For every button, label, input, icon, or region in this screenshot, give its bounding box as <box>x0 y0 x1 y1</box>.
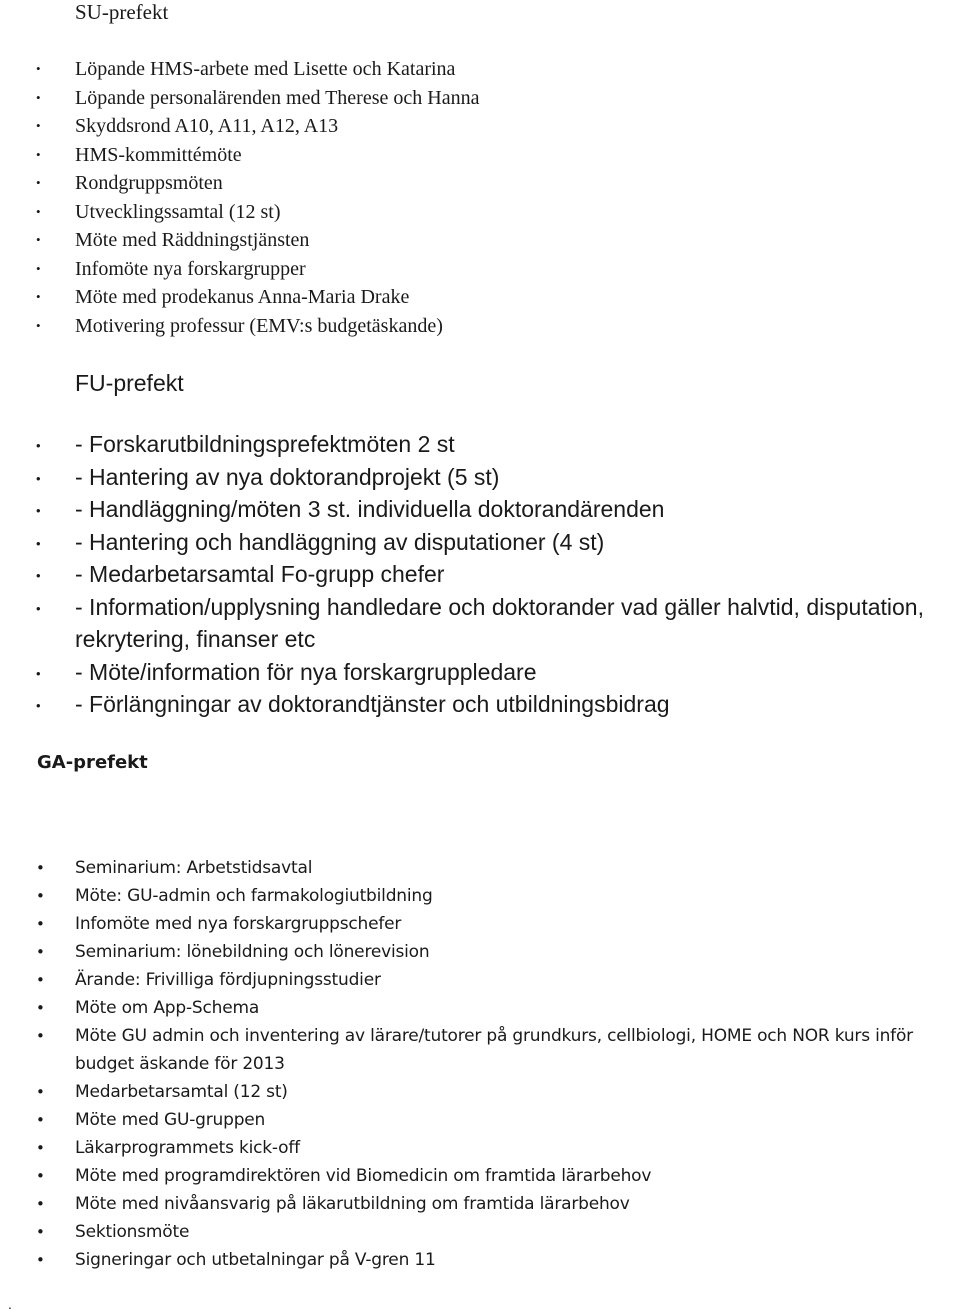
bullet-icon: • <box>36 317 41 333</box>
list-item: • HMS-kommittémöte <box>0 141 960 170</box>
list-item: • Rondgruppsmöten <box>0 169 960 198</box>
list-item: • - Forskarutbildningsprefektmöten 2 st <box>0 428 960 461</box>
list-item: • Läkarprogrammets kick-off <box>0 1134 960 1162</box>
bullet-icon: • <box>36 1111 45 1129</box>
list-item: • - Hantering och handläggning av disputationer (4 st) <box>0 526 960 559</box>
bullet-icon: • <box>36 943 45 961</box>
list-item: • Medarbetarsamtal (12 st) <box>0 1078 960 1106</box>
list-item: • - Möte/information för nya forskargruppledare <box>0 656 960 689</box>
list-item: • Infomöte med nya forskargruppschefer <box>0 910 960 938</box>
bullet-icon: • <box>36 1027 45 1045</box>
bullet-icon: • <box>36 1167 45 1185</box>
list-item: • - Medarbetarsamtal Fo-grupp chefer <box>0 558 960 591</box>
list-item: • Skyddsrond A10, A11, A12, A13 <box>0 112 960 141</box>
bullet-icon: • <box>36 503 41 518</box>
bullet-icon: • <box>36 568 41 583</box>
bullet-icon: • <box>36 232 41 247</box>
trailing-mark: . <box>8 1296 12 1312</box>
list-item: • Möte med GU-gruppen <box>0 1106 960 1134</box>
list-item: • Seminarium: Arbetstidsavtal <box>0 854 960 882</box>
bullet-icon: • <box>36 859 45 877</box>
bullet-icon: • <box>36 203 41 219</box>
bullet-icon: • <box>36 887 45 905</box>
bullet-icon: • <box>36 89 41 105</box>
list-item: • - Information/upplysning handledare och doktorander vad gäller halvtid, disputation, rekrytering, finanser etc <box>36 593 931 652</box>
bullet-icon: • <box>36 971 45 989</box>
list-item: • - Handläggning/möten 3 st. individuella doktorandärenden <box>0 493 960 526</box>
fu-prefekt-heading: FU-prefekt <box>75 370 184 396</box>
ga-prefekt-heading: GA-prefekt <box>37 752 148 773</box>
list-item: • - Förlängningar av doktorandtjänster och utbildningsbidrag <box>0 688 960 721</box>
list-item: • Möte om App-Schema <box>0 994 960 1022</box>
list-item: • Infomöte nya forskargrupper <box>0 255 960 284</box>
list-item: • Utvecklingssamtal (12 st) <box>0 198 960 227</box>
fu-prefekt-list <box>0 428 960 721</box>
bullet-icon: • <box>36 1195 45 1213</box>
su-prefekt-heading: SU-prefekt <box>75 0 169 24</box>
list-item: • Möte med prodekanus Anna-Maria Drake <box>0 283 960 312</box>
bullet-icon: • <box>36 438 41 453</box>
bullet-icon: • <box>36 600 41 616</box>
bullet-icon: • <box>36 289 41 304</box>
bullet-icon: • <box>36 1139 45 1157</box>
list-item: • Möte med Räddningstjänsten <box>0 226 960 255</box>
bullet-icon: • <box>36 146 41 162</box>
bullet-icon: • <box>36 915 45 933</box>
list-item: • Signeringar och utbetalningar på V-gren 11 <box>0 1246 960 1274</box>
list-item: • Sektionsmöte <box>0 1218 960 1246</box>
list-item: • Löpande personalärenden med Therese och Hanna <box>0 84 960 113</box>
bullet-icon: • <box>36 698 41 713</box>
list-item: • Möte: GU-admin och farmakologiutbildning <box>0 882 960 910</box>
bullet-icon: • <box>36 999 45 1017</box>
bullet-icon: • <box>36 665 41 681</box>
list-item: • Seminarium: lönebildning och lönerevision <box>0 938 960 966</box>
bullet-icon: • <box>36 175 41 190</box>
list-item: • Möte med programdirektören vid Biomedicin om framtida lärarbehov <box>0 1162 960 1190</box>
bullet-icon: • <box>36 1223 45 1241</box>
su-prefekt-list <box>0 55 960 340</box>
list-item: • - Hantering av nya doktorandprojekt (5 st) <box>0 461 960 494</box>
bullet-icon: • <box>36 1083 45 1101</box>
list-item: • Möte med nivåansvarig på läkarutbildning om framtida lärarbehov <box>0 1190 960 1218</box>
list-item: • Löpande HMS-arbete med Lisette och Katarina <box>0 55 960 84</box>
bullet-icon: • <box>36 1251 45 1269</box>
bullet-icon: • <box>36 61 41 76</box>
bullet-icon: • <box>36 470 41 486</box>
ga-prefekt-list <box>0 854 960 1274</box>
list-item: • Motivering professur (EMV:s budgetäskande) <box>0 312 960 341</box>
list-item: • Ärande: Frivilliga fördjupningsstudier <box>0 966 960 994</box>
list-item: • Möte GU admin och inventering av lärare/tutorer på grundkurs, cellbiologi, HOME och NOR kurs inför budget äskande för 2013 <box>0 1022 955 1078</box>
bullet-icon: • <box>36 118 41 133</box>
bullet-icon: • <box>36 260 41 276</box>
bullet-icon: • <box>36 535 41 551</box>
